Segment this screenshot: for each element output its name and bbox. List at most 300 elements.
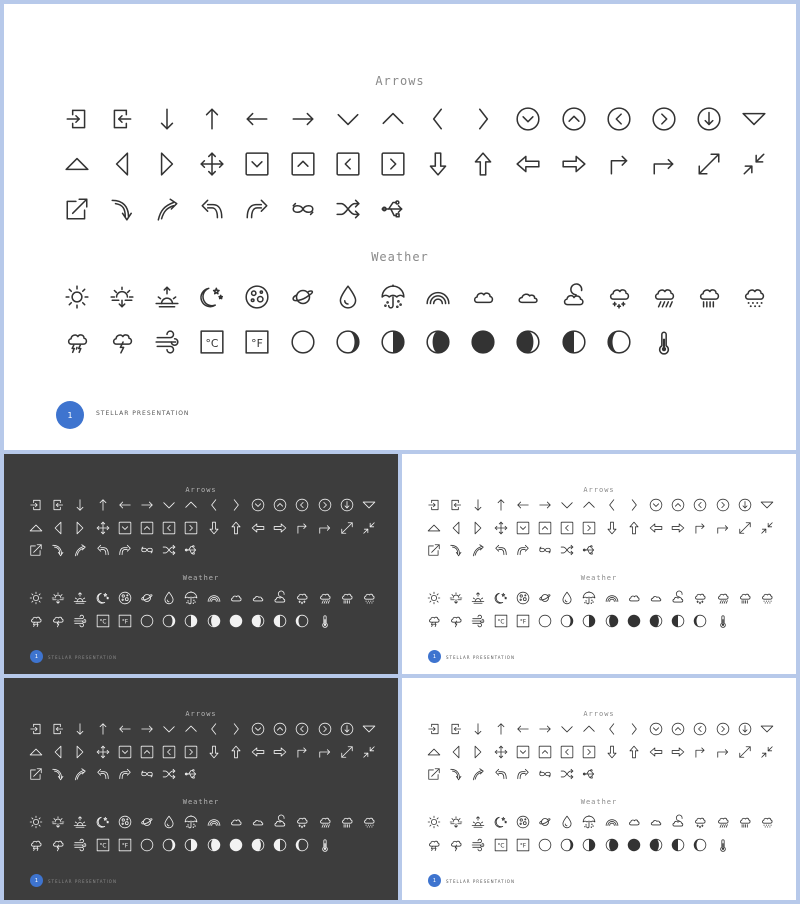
wind-icon [471, 614, 485, 628]
triangle-right-icon [471, 521, 485, 535]
icon-cell [689, 610, 711, 633]
expand-icon [340, 521, 354, 535]
icon-cell [336, 811, 358, 834]
icon-cell [291, 834, 313, 857]
icon-cell [190, 141, 235, 186]
icon-cell [69, 539, 91, 562]
full-moon-icon [244, 284, 270, 310]
curved-arrow-up-icon [471, 767, 485, 781]
rainbow-icon [207, 815, 221, 829]
icon-cell [711, 587, 733, 610]
icon-cell [689, 587, 711, 610]
sunset-icon [449, 591, 463, 605]
icon-cell [512, 718, 534, 741]
umbrella-icon [582, 815, 596, 829]
main-slide[interactable] [4, 4, 796, 450]
icon-cell [47, 517, 69, 540]
icon-cell [578, 587, 600, 610]
expand-icon [696, 151, 722, 177]
icon-cell [114, 494, 136, 517]
weather-icon-grid [423, 587, 778, 632]
presentation-name: STELLAR PRESENTATION [48, 655, 117, 660]
waxing-crescent-icon [162, 838, 176, 852]
icon-cell [99, 96, 144, 141]
full-moon-solid-icon [627, 838, 641, 852]
icon-cell [136, 610, 158, 633]
thumbnail-light-1[interactable] [402, 454, 796, 674]
icon-cell [689, 741, 711, 764]
new-moon-icon [538, 614, 552, 628]
icon-cell [203, 517, 225, 540]
icon-cell [645, 834, 667, 857]
waxing-crescent-icon [162, 614, 176, 628]
icon-cell [269, 718, 291, 741]
shuffle-icon [560, 767, 574, 781]
icon-cell [291, 718, 313, 741]
shuffle-icon [162, 543, 176, 557]
bold-arrow-right-icon [671, 521, 685, 535]
icon-cell [280, 186, 325, 231]
circle-arrow-down-icon [340, 722, 354, 736]
icon-cell [667, 610, 689, 633]
bold-arrow-down-icon [425, 151, 451, 177]
svg-text:°C: °C [99, 843, 107, 850]
umbrella-icon [380, 284, 406, 310]
curved-arrow-up-icon [154, 196, 180, 222]
icon-cell [601, 494, 623, 517]
sign-out-icon [51, 722, 65, 736]
icon-cell [534, 763, 556, 786]
icon-cell [687, 96, 732, 141]
chevron-right-icon [470, 106, 496, 132]
icon-cell [423, 539, 445, 562]
turn-right-icon [318, 521, 332, 535]
icon-cell [512, 610, 534, 633]
lightning-cloud-icon [51, 838, 65, 852]
planet-icon [140, 815, 154, 829]
sun-icon [29, 591, 43, 605]
icon-cell [136, 539, 158, 562]
square-chevron-left-icon [560, 521, 574, 535]
full-moon-solid-icon [229, 614, 243, 628]
icon-cell [280, 141, 325, 186]
first-quarter-icon [184, 838, 198, 852]
celsius-icon [494, 614, 508, 628]
circle-chevron-right-icon [651, 106, 677, 132]
icon-cell [645, 494, 667, 517]
turn-up-right-icon [693, 745, 707, 759]
square-chevron-right-icon [184, 745, 198, 759]
weather-icon-grid [423, 811, 778, 856]
first-quarter-icon [582, 614, 596, 628]
thumbnail-light-2[interactable] [402, 678, 796, 900]
icon-cell [490, 517, 512, 540]
cloud-drizzle-icon [696, 284, 722, 310]
icon-cell [578, 494, 600, 517]
icon-cell [190, 319, 235, 364]
circle-chevron-down-icon [649, 498, 663, 512]
sun-cloud-icon [273, 591, 287, 605]
circle-chevron-up-icon [273, 498, 287, 512]
icon-cell [203, 741, 225, 764]
cloud-icon [470, 284, 496, 310]
icon-cell [423, 718, 445, 741]
icon-cell [490, 539, 512, 562]
chevron-up-icon [184, 722, 198, 736]
sun-cloud-icon [671, 815, 685, 829]
last-quarter-icon [273, 838, 287, 852]
icon-cell [490, 718, 512, 741]
new-moon-icon [140, 838, 154, 852]
icon-cell [69, 811, 91, 834]
icon-cell [534, 587, 556, 610]
waxing-gibbous-icon [207, 614, 221, 628]
redo-icon [516, 767, 530, 781]
icon-cell [506, 96, 551, 141]
icon-cell [711, 811, 733, 834]
thumbnail-dark-2[interactable] [4, 678, 398, 900]
icon-cell [280, 274, 325, 319]
external-link-icon [64, 196, 90, 222]
triangle-left-icon [449, 521, 463, 535]
circle-chevron-left-icon [693, 722, 707, 736]
icon-cell [667, 834, 689, 857]
arrow-up-icon [494, 498, 508, 512]
square-chevron-right-icon [582, 745, 596, 759]
sunrise-icon [73, 591, 87, 605]
icon-cell [641, 141, 686, 186]
icon-cell [25, 517, 47, 540]
wind-icon [154, 329, 180, 355]
icon-cell [512, 834, 534, 857]
collapse-icon [760, 521, 774, 535]
icon-cell [269, 811, 291, 834]
icon-cell [512, 539, 534, 562]
icon-cell [370, 319, 415, 364]
arrow-down-icon [471, 722, 485, 736]
icon-cell [506, 319, 551, 364]
icon-cell [467, 763, 489, 786]
icon-cell [467, 741, 489, 764]
triangle-up-icon [29, 521, 43, 535]
cloud-icon [627, 591, 641, 605]
circle-chevron-up-icon [273, 722, 287, 736]
cloud-snow-icon [693, 591, 707, 605]
sign-out-icon [51, 498, 65, 512]
square-chevron-up-icon [538, 745, 552, 759]
arrow-right-icon [140, 498, 154, 512]
chevron-down-icon [560, 722, 574, 736]
svg-text:°F: °F [121, 843, 128, 850]
cloud-hail-icon [362, 815, 376, 829]
icon-cell [325, 274, 370, 319]
icon-cell [445, 834, 467, 857]
icon-cell [578, 811, 600, 834]
triangle-up-icon [427, 521, 441, 535]
cloud-drizzle-icon [340, 815, 354, 829]
rainbow-icon [207, 591, 221, 605]
icon-cell [623, 741, 645, 764]
icon-cell [114, 741, 136, 764]
icon-cell [551, 96, 596, 141]
waning-crescent-icon [295, 838, 309, 852]
icon-cell [445, 741, 467, 764]
arrow-left-icon [244, 106, 270, 132]
full-moon-solid-icon [627, 614, 641, 628]
icon-cell [325, 96, 370, 141]
planet-icon [290, 284, 316, 310]
external-link-icon [427, 767, 441, 781]
square-chevron-left-icon [162, 521, 176, 535]
external-link-icon [29, 767, 43, 781]
icon-cell [490, 610, 512, 633]
arrow-down-icon [471, 498, 485, 512]
icon-cell [180, 763, 202, 786]
icon-cell [203, 610, 225, 633]
square-chevron-left-icon [335, 151, 361, 177]
arrow-up-icon [494, 722, 508, 736]
bold-arrow-left-icon [515, 151, 541, 177]
cloud-flat-icon [649, 815, 663, 829]
arrow-left-icon [516, 498, 530, 512]
icon-cell [551, 141, 596, 186]
triangle-left-icon [51, 521, 65, 535]
icon-cell [54, 141, 99, 186]
collapse-icon [760, 745, 774, 759]
cloud-drizzle-icon [340, 591, 354, 605]
curved-arrow-down-icon [449, 767, 463, 781]
icon-cell [291, 517, 313, 540]
chevron-right-icon [627, 498, 641, 512]
waning-gibbous-icon [251, 614, 265, 628]
square-chevron-right-icon [582, 521, 596, 535]
section-title-arrows: Arrows [375, 74, 425, 88]
page-number-badge: 1 [56, 401, 84, 429]
icon-cell [490, 811, 512, 834]
icon-cell [445, 718, 467, 741]
icon-cell [512, 763, 534, 786]
icon-cell [756, 811, 778, 834]
icon-cell [69, 718, 91, 741]
icon-cell [667, 811, 689, 834]
svg-text:°C: °C [99, 619, 107, 626]
square-chevron-down-icon [118, 521, 132, 535]
icon-cell [158, 587, 180, 610]
icon-cell [490, 763, 512, 786]
turn-right-icon [318, 745, 332, 759]
arrow-down-icon [73, 498, 87, 512]
icon-cell [69, 587, 91, 610]
turn-up-right-icon [693, 521, 707, 535]
loop-icon [538, 543, 552, 557]
icon-cell [225, 834, 247, 857]
bold-arrow-right-icon [273, 521, 287, 535]
icon-cell [92, 834, 114, 857]
undo-icon [96, 767, 110, 781]
icon-cell [623, 610, 645, 633]
icon-cell [467, 587, 489, 610]
circle-chevron-right-icon [318, 498, 332, 512]
moon-stars-icon [494, 591, 508, 605]
bold-arrow-up-icon [470, 151, 496, 177]
planet-icon [538, 815, 552, 829]
undo-icon [494, 767, 508, 781]
icon-cell [601, 610, 623, 633]
icon-cell [99, 274, 144, 319]
chevron-left-icon [207, 722, 221, 736]
icon-cell [601, 834, 623, 857]
icon-cell [358, 517, 380, 540]
icon-cell [467, 517, 489, 540]
icon-cell [578, 741, 600, 764]
section-title-weather: Weather [182, 798, 220, 806]
icon-cell [645, 610, 667, 633]
icon-cell [534, 718, 556, 741]
icon-cell [578, 763, 600, 786]
icon-cell [641, 319, 686, 364]
turn-up-right-icon [606, 151, 632, 177]
icon-cell [556, 539, 578, 562]
icon-cell [556, 834, 578, 857]
icon-cell [180, 811, 202, 834]
icon-cell [144, 141, 189, 186]
sun-cloud-icon [561, 284, 587, 310]
icon-cell [732, 274, 777, 319]
icon-cell [180, 718, 202, 741]
icon-cell [556, 517, 578, 540]
moon-stars-icon [96, 815, 110, 829]
chevron-up-icon [380, 106, 406, 132]
section-title-weather: Weather [580, 798, 618, 806]
icon-cell [711, 718, 733, 741]
icon-cell [423, 811, 445, 834]
icon-cell [461, 319, 506, 364]
icon-cell [158, 610, 180, 633]
thumbnail-dark-1[interactable] [4, 454, 398, 674]
svg-text:°F: °F [121, 619, 128, 626]
move-icon [494, 745, 508, 759]
icon-cell [711, 741, 733, 764]
icon-cell [325, 141, 370, 186]
icon-cell [596, 274, 641, 319]
section-title-arrows: Arrows [185, 486, 217, 494]
icon-cell [756, 587, 778, 610]
curved-arrow-up-icon [471, 543, 485, 557]
new-moon-icon [538, 838, 552, 852]
icon-cell [601, 741, 623, 764]
wind-icon [73, 838, 87, 852]
circle-chevron-left-icon [295, 722, 309, 736]
circle-chevron-down-icon [251, 498, 265, 512]
icon-cell [47, 763, 69, 786]
cloud-rain-icon [318, 815, 332, 829]
icon-cell [490, 741, 512, 764]
first-quarter-icon [582, 838, 596, 852]
icon-cell [667, 587, 689, 610]
icon-cell [313, 718, 335, 741]
icon-cell [247, 834, 269, 857]
section-title-weather: Weather [371, 250, 429, 264]
icon-cell [556, 494, 578, 517]
chevron-left-icon [207, 498, 221, 512]
icon-cell [136, 517, 158, 540]
icon-cell [445, 763, 467, 786]
thermometer-icon [318, 838, 332, 852]
page-number-badge: 1 [30, 650, 43, 663]
celsius-icon [96, 838, 110, 852]
circle-chevron-right-icon [716, 722, 730, 736]
collapse-icon [741, 151, 767, 177]
turn-right-icon [716, 745, 730, 759]
planet-icon [538, 591, 552, 605]
icon-cell [313, 610, 335, 633]
curved-arrow-down-icon [109, 196, 135, 222]
icon-cell [423, 763, 445, 786]
cloud-hail-icon [741, 284, 767, 310]
undo-icon [494, 543, 508, 557]
icon-cell [313, 741, 335, 764]
icon-cell [247, 811, 269, 834]
collapse-icon [362, 745, 376, 759]
circle-chevron-right-icon [716, 498, 730, 512]
icon-cell [235, 274, 280, 319]
icon-cell [734, 811, 756, 834]
waxing-crescent-icon [560, 838, 574, 852]
icon-cell [416, 96, 461, 141]
icon-cell [732, 141, 777, 186]
sun-icon [427, 591, 441, 605]
arrow-up-icon [96, 722, 110, 736]
sign-in-icon [64, 106, 90, 132]
loop-icon [538, 767, 552, 781]
share-usb-icon [582, 543, 596, 557]
icon-cell [358, 741, 380, 764]
icon-cell [534, 610, 556, 633]
shuffle-icon [335, 196, 361, 222]
triangle-down-icon [760, 722, 774, 736]
icon-cell [490, 834, 512, 857]
waning-gibbous-icon [649, 838, 663, 852]
circle-chevron-left-icon [295, 498, 309, 512]
icon-cell [734, 517, 756, 540]
icon-cell [69, 517, 91, 540]
icon-cell [336, 494, 358, 517]
icon-cell [203, 834, 225, 857]
icon-cell [623, 517, 645, 540]
loop-icon [140, 543, 154, 557]
bold-arrow-left-icon [251, 521, 265, 535]
icon-cell [601, 587, 623, 610]
circle-chevron-down-icon [251, 722, 265, 736]
arrows-icon-grid [423, 718, 778, 786]
icon-cell [158, 741, 180, 764]
icon-cell [490, 494, 512, 517]
cloud-icon [229, 591, 243, 605]
collapse-icon [362, 521, 376, 535]
icon-cell [641, 274, 686, 319]
arrows-icon-grid [25, 718, 380, 786]
circle-chevron-left-icon [606, 106, 632, 132]
sunset-icon [51, 815, 65, 829]
icon-cell [114, 811, 136, 834]
icon-cell [689, 811, 711, 834]
icon-cell [534, 834, 556, 857]
curved-arrow-down-icon [51, 767, 65, 781]
icon-cell [313, 587, 335, 610]
icon-cell [534, 811, 556, 834]
arrow-up-icon [199, 106, 225, 132]
icon-cell [506, 274, 551, 319]
